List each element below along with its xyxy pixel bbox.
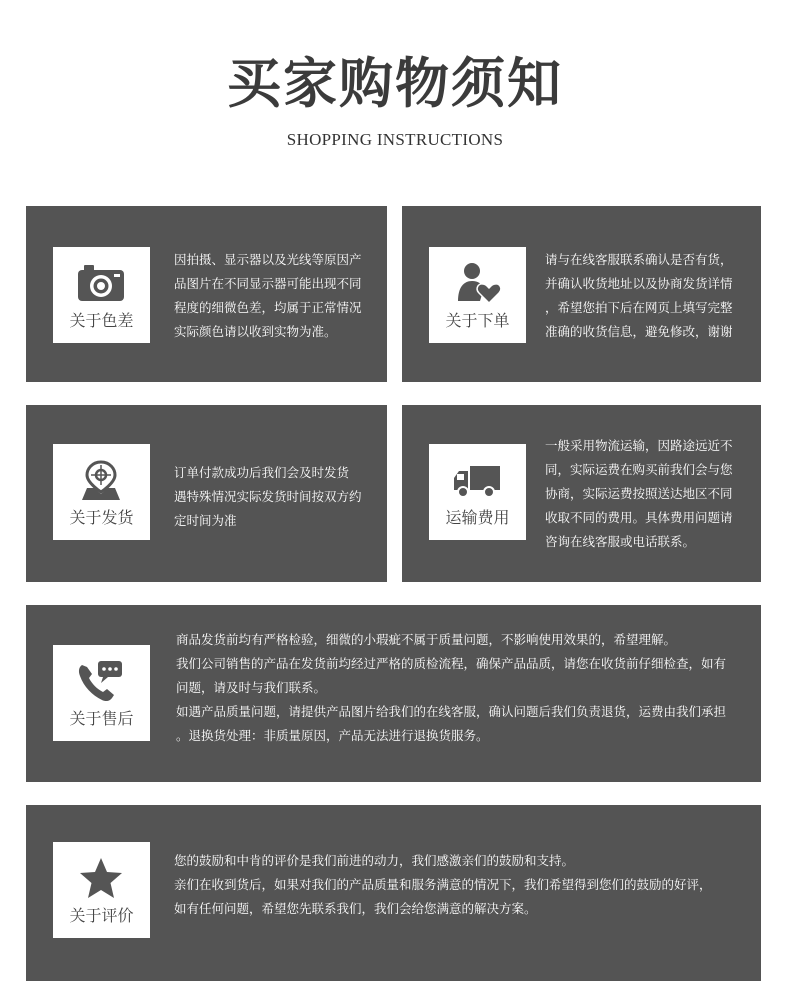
after-sale-label: 关于售后 bbox=[69, 709, 134, 728]
text-line: 品图片在不同显示器可能出现不同 bbox=[174, 276, 362, 291]
freight-card bbox=[402, 405, 761, 582]
ordering-badge bbox=[429, 247, 526, 343]
freight-label: 运输费用 bbox=[445, 508, 510, 527]
text-line: 您的鼓励和中肯的评价是我们前进的动力，我们感激亲们的鼓励和支持。 bbox=[174, 853, 575, 868]
text-line: 程度的细微色差，均属于正常情况 bbox=[174, 300, 362, 315]
text-line: 咨询在线客服或电话联系。 bbox=[545, 534, 696, 549]
text-line: 我们公司销售的产品在发货前均经过严格的质检流程，确保产品品质，请您在收货前仔细检查，如有 bbox=[176, 656, 727, 671]
text-line: 如有任何问题，希望您先联系我们，我们会给您满意的解决方案。 bbox=[174, 901, 537, 916]
text-line: 亲们在收到货后，如果对我们的产品质量和服务满意的情况下，我们希望得到您们的鼓励的好评， bbox=[174, 877, 712, 892]
review-label: 关于评价 bbox=[69, 906, 134, 925]
page-title: 买家购物须知 bbox=[227, 52, 563, 115]
shipping-label: 关于发货 bbox=[69, 508, 134, 527]
text-line: 请与在线客服联系确认是否有货， bbox=[545, 252, 733, 267]
color-difference-label: 关于色差 bbox=[69, 311, 134, 330]
text-line: 同，实际运费在购买前我们会与您 bbox=[545, 462, 733, 477]
text-line: 商品发货前均有严格检验，细微的小瑕疵不属于质量问题，不影响使用效果的，希望理解。 bbox=[176, 632, 677, 647]
color-difference-badge bbox=[53, 247, 150, 343]
review-card bbox=[26, 805, 761, 981]
text-line: 收取不同的费用。具体费用问题请 bbox=[545, 510, 733, 525]
text-line: ，希望您拍下后在网页上填写完整 bbox=[545, 300, 733, 315]
shipping-text bbox=[174, 461, 379, 533]
page-subtitle: SHOPPING INSTRUCTIONS bbox=[286, 130, 504, 149]
after-sale-badge bbox=[53, 645, 150, 741]
shipping-badge bbox=[53, 444, 150, 540]
shipping-card bbox=[26, 405, 387, 582]
text-line: 因拍摄、显示器以及光线等原因产 bbox=[174, 252, 362, 267]
text-line: 订单付款成功后我们会及时发货 bbox=[174, 465, 350, 480]
phone-chat-icon bbox=[76, 659, 126, 703]
star-icon bbox=[76, 856, 126, 900]
after-sale-text bbox=[176, 628, 756, 748]
user-heart-icon bbox=[452, 261, 502, 305]
review-badge bbox=[53, 842, 150, 938]
truck-icon bbox=[452, 458, 502, 502]
ordering-card bbox=[402, 206, 761, 382]
text-line: 一般采用物流运输，因路途远近不 bbox=[545, 438, 733, 453]
text-line: 协商，实际运费按照送达地区不同 bbox=[545, 486, 733, 501]
text-line: 遇特殊情况实际发货时间按双方约 bbox=[174, 489, 362, 504]
text-line: 并确认收货地址以及协商发货详情 bbox=[545, 276, 733, 291]
text-line: 。退换货处理：非质量原因，产品无法进行退换货服务。 bbox=[176, 728, 489, 743]
color-difference-card bbox=[26, 206, 387, 382]
freight-text bbox=[545, 434, 755, 554]
location-pin-icon bbox=[76, 458, 126, 502]
ordering-label: 关于下单 bbox=[445, 311, 510, 330]
text-line: 准确的收货信息，避免修改，谢谢 bbox=[545, 324, 733, 339]
ordering-text bbox=[545, 248, 755, 344]
camera-icon bbox=[76, 261, 126, 305]
text-line: 定时间为准 bbox=[174, 513, 237, 528]
freight-badge bbox=[429, 444, 526, 540]
text-line: 问题，请及时与我们联系。 bbox=[176, 680, 327, 695]
text-line: 如遇产品质量问题，请提供产品图片给我们的在线客服，确认问题后我们负责退货，运费由我们承担 bbox=[176, 704, 727, 719]
text-line: 实际颜色请以收到实物为准。 bbox=[174, 324, 337, 339]
color-difference-text bbox=[174, 248, 379, 344]
review-text bbox=[174, 849, 756, 921]
after-sale-card bbox=[26, 605, 761, 782]
